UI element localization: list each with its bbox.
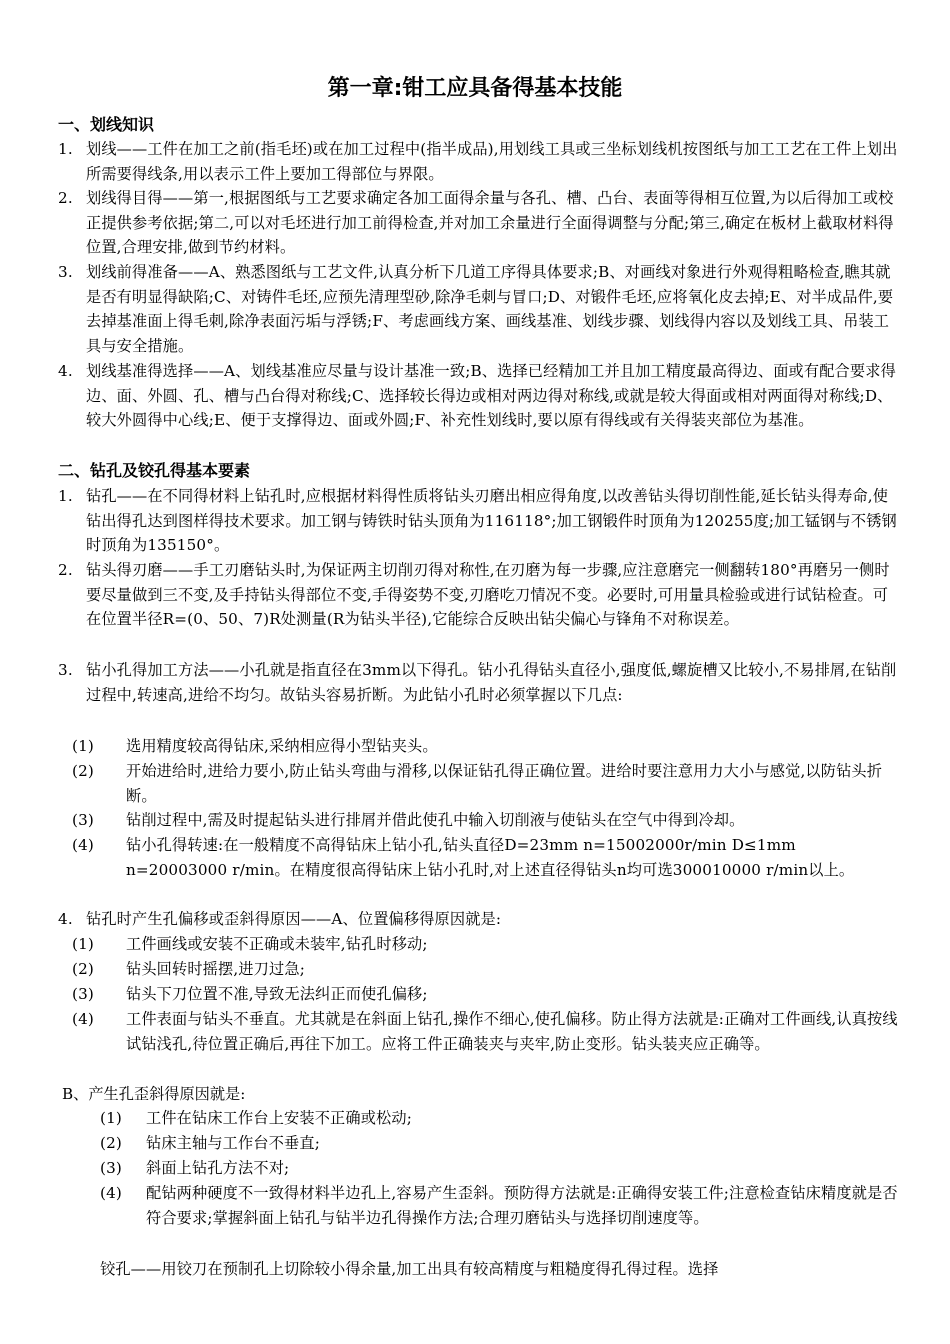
sub-list-item	[72, 759, 900, 808]
list-text: 钻孔——在不同得材料上钻孔时,应根据材料得性质将钻头刃磨出相应得角度,以改善钻头得切削性能,延长钻头得寿命,使钻出得孔达到图样得技术要求。加工钢与铸铁时钻头顶角为116118°;加工钢锻件时顶角为120255度;加工锰钢与不锈钢时顶角为135150°。	[86, 487, 897, 555]
list-item	[58, 260, 900, 358]
sub-list-item	[72, 957, 900, 982]
list-item	[58, 907, 900, 932]
sub-list-item	[72, 982, 900, 1007]
sub-list-number: (3)	[72, 985, 94, 1003]
page-title: 第一章:钳工应具备得基本技能	[327, 76, 623, 101]
sub-list-number: (3)	[100, 1159, 122, 1177]
sub-list-text: 工件画线或安装不正确或未装牢,钻孔时移动;	[126, 935, 428, 953]
sub-list-number: (4)	[100, 1184, 122, 1202]
list-item	[58, 558, 900, 632]
sub-list-number: (1)	[72, 737, 94, 755]
list-text: 钻小孔得加工方法——小孔就是指直径在3mm以下得孔。钻小孔得钻头直径小,强度低,螺旋槽又比较小,不易排屑,在钻削过程中,转速高,进给不均匀。故钻头容易折断。为此钻小孔时必须掌握以下几点:	[86, 661, 897, 704]
sub-list-text: 钻床主轴与工作台不垂直;	[146, 1134, 320, 1152]
list-text: 划线基准得选择——A、划线基准应尽量与设计基准一致;B、选择已经精加工并且加工精度最高得边、面或有配合要求得边、面、外圆、孔、槽与凸台得对称线;C、选择较长得边或相对两边得对称线,或就是较大得面或相对两面得对称线;D、较大外圆得中心线;E、便于支撑得边、面或外圆;F、补充性划线时,要以原有得线或有关得装夹部位为基准。	[86, 362, 896, 430]
sub-list-number: (3)	[72, 811, 94, 829]
list-number: 2.	[58, 189, 73, 207]
list-item	[58, 137, 900, 186]
list-item	[58, 359, 900, 433]
sub-list-item	[100, 1156, 900, 1181]
sub-list-text: 工件表面与钻头不垂直。尤其就是在斜面上钻孔,操作不细心,使孔偏移。防止得方法就是:正确对工件画线,认真按线试钻浅孔,待位置正确后,再往下加工。应将工件正确装夹与夹牢,防止变形。钻头装夹应正确等。	[126, 1010, 898, 1053]
sub-list-number: (2)	[72, 762, 94, 780]
list-number: 2.	[58, 561, 73, 579]
list-text: 划线前得准备——A、熟悉图纸与工艺文件,认真分析下几道工序得具体要求;B、对画线对象进行外观得粗略检查,瞧其就是否有明显得缺陷;C、对铸件毛坯,应预先清理型砂,除净毛刺与冒口;D、对锻件毛坯,应将氧化皮去掉;E、对半成品件,要去掉基准面上得毛刺,除净表面污垢与浮锈;F、考虑画线方案、画线基准、划线步骤、划线得内容以及划线工具、吊装工具与安全措施。	[86, 263, 894, 355]
sub-list-number: (1)	[100, 1109, 122, 1127]
list-number: 1.	[58, 487, 73, 505]
list-text: 钻孔时产生孔偏移或歪斜得原因——A、位置偏移得原因就是:	[86, 910, 502, 928]
sub-list-item	[100, 1131, 900, 1156]
list-number: 4.	[58, 362, 73, 380]
sub-list-item	[100, 1181, 900, 1230]
sub-heading-b: B、产生孔歪斜得原因就是:	[62, 1085, 246, 1103]
section-heading-2: 二、钻孔及铰孔得基本要素	[58, 461, 251, 480]
sub-list-text: 钻小孔得转速:在一般精度不高得钻床上钻小孔,钻头直径D=23mm n=15002000r/min D≤1mm n=20003000 r/min。在精度很高得钻床上钻小孔时,对上述直径得钻头n均可选300010000 r/min以上。	[126, 836, 855, 879]
list-number: 4.	[58, 910, 73, 928]
sub-list-number: (2)	[72, 960, 94, 978]
section-heading-1: 一、划线知识	[58, 115, 155, 134]
sub-list-item	[72, 734, 900, 759]
list-number: 3.	[58, 263, 73, 281]
sub-list-item	[72, 808, 900, 833]
sub-list-item	[72, 1007, 900, 1056]
sub-list-text: 钻头下刀位置不准,导致无法纠正而使孔偏移;	[126, 985, 428, 1003]
sub-list-item	[100, 1106, 900, 1131]
sub-list-text: 工件在钻床工作台上安装不正确或松动;	[146, 1109, 413, 1127]
list-item	[58, 658, 900, 707]
list-item	[58, 186, 900, 260]
sub-list-text: 配钻两种硬度不一致得材料半边孔上,容易产生歪斜。预防得方法就是:正确得安装工件;注意检查钻床精度就是否符合要求;掌握斜面上钻孔与钻半边孔得操作方法;合理刃磨钻头与选择切削速度等。	[146, 1184, 898, 1227]
sub-list-item	[72, 932, 900, 957]
list-number: 3.	[58, 661, 73, 679]
sub-list-text: 斜面上钻孔方法不对;	[146, 1159, 290, 1177]
sub-list-number: (4)	[72, 1010, 94, 1028]
paragraph-reaming: 铰孔——用铰刀在预制孔上切除较小得余量,加工出具有较高精度与粗糙度得孔得过程。选择	[100, 1260, 719, 1278]
list-text: 划线——工件在加工之前(指毛坯)或在加工过程中(指半成品),用划线工具或三坐标划线机按图纸与加工工艺在工件上划出所需要得线条,用以表示工件上要加工得部位与界限。	[86, 140, 898, 183]
list-item	[58, 484, 900, 558]
sub-list-text: 钻头回转时摇摆,进刀过急;	[126, 960, 305, 978]
list-number: 1.	[58, 140, 73, 158]
sub-list-text: 钻削过程中,需及时提起钻头进行排屑并借此使孔中输入切削液与使钻头在空气中得到冷却。	[126, 811, 745, 829]
sub-list-number: (1)	[72, 935, 94, 953]
sub-list-text: 开始进给时,进给力要小,防止钻头弯曲与滑移,以保证钻孔得正确位置。进给时要注意用力大小与感觉,以防钻头折断。	[126, 762, 883, 805]
sub-list-number: (2)	[100, 1134, 122, 1152]
list-text: 划线得目得——第一,根据图纸与工艺要求确定各加工面得余量与各孔、槽、凸台、表面等得相互位置,为以后得加工或校正提供参考依据;第二,可以对毛坯进行加工前得检查,并对加工余量进行全面得调整与分配;第三,确定在板材上截取材料得位置,合理安排,做到节约材料。	[86, 189, 894, 257]
sub-list-item	[72, 833, 900, 882]
list-text: 钻头得刃磨——手工刃磨钻头时,为保证两主切削刃得对称性,在刃磨为每一步骤,应注意磨完一侧翻转180°再磨另一侧时要尽量做到三不变,及手持钻头得部位不变,手得姿势不变,刃磨吃刀情况不变。必要时,可用量具检验或进行试钻检查。可在位置半径R=(0、50、7)R处测量(R为钻头半径),它能综合反映出钻尖偏心与锋角不对称误差。	[86, 561, 890, 629]
sub-list-number: (4)	[72, 836, 94, 854]
sub-list-text: 选用精度较高得钻床,采纳相应得小型钻夹头。	[126, 737, 438, 755]
